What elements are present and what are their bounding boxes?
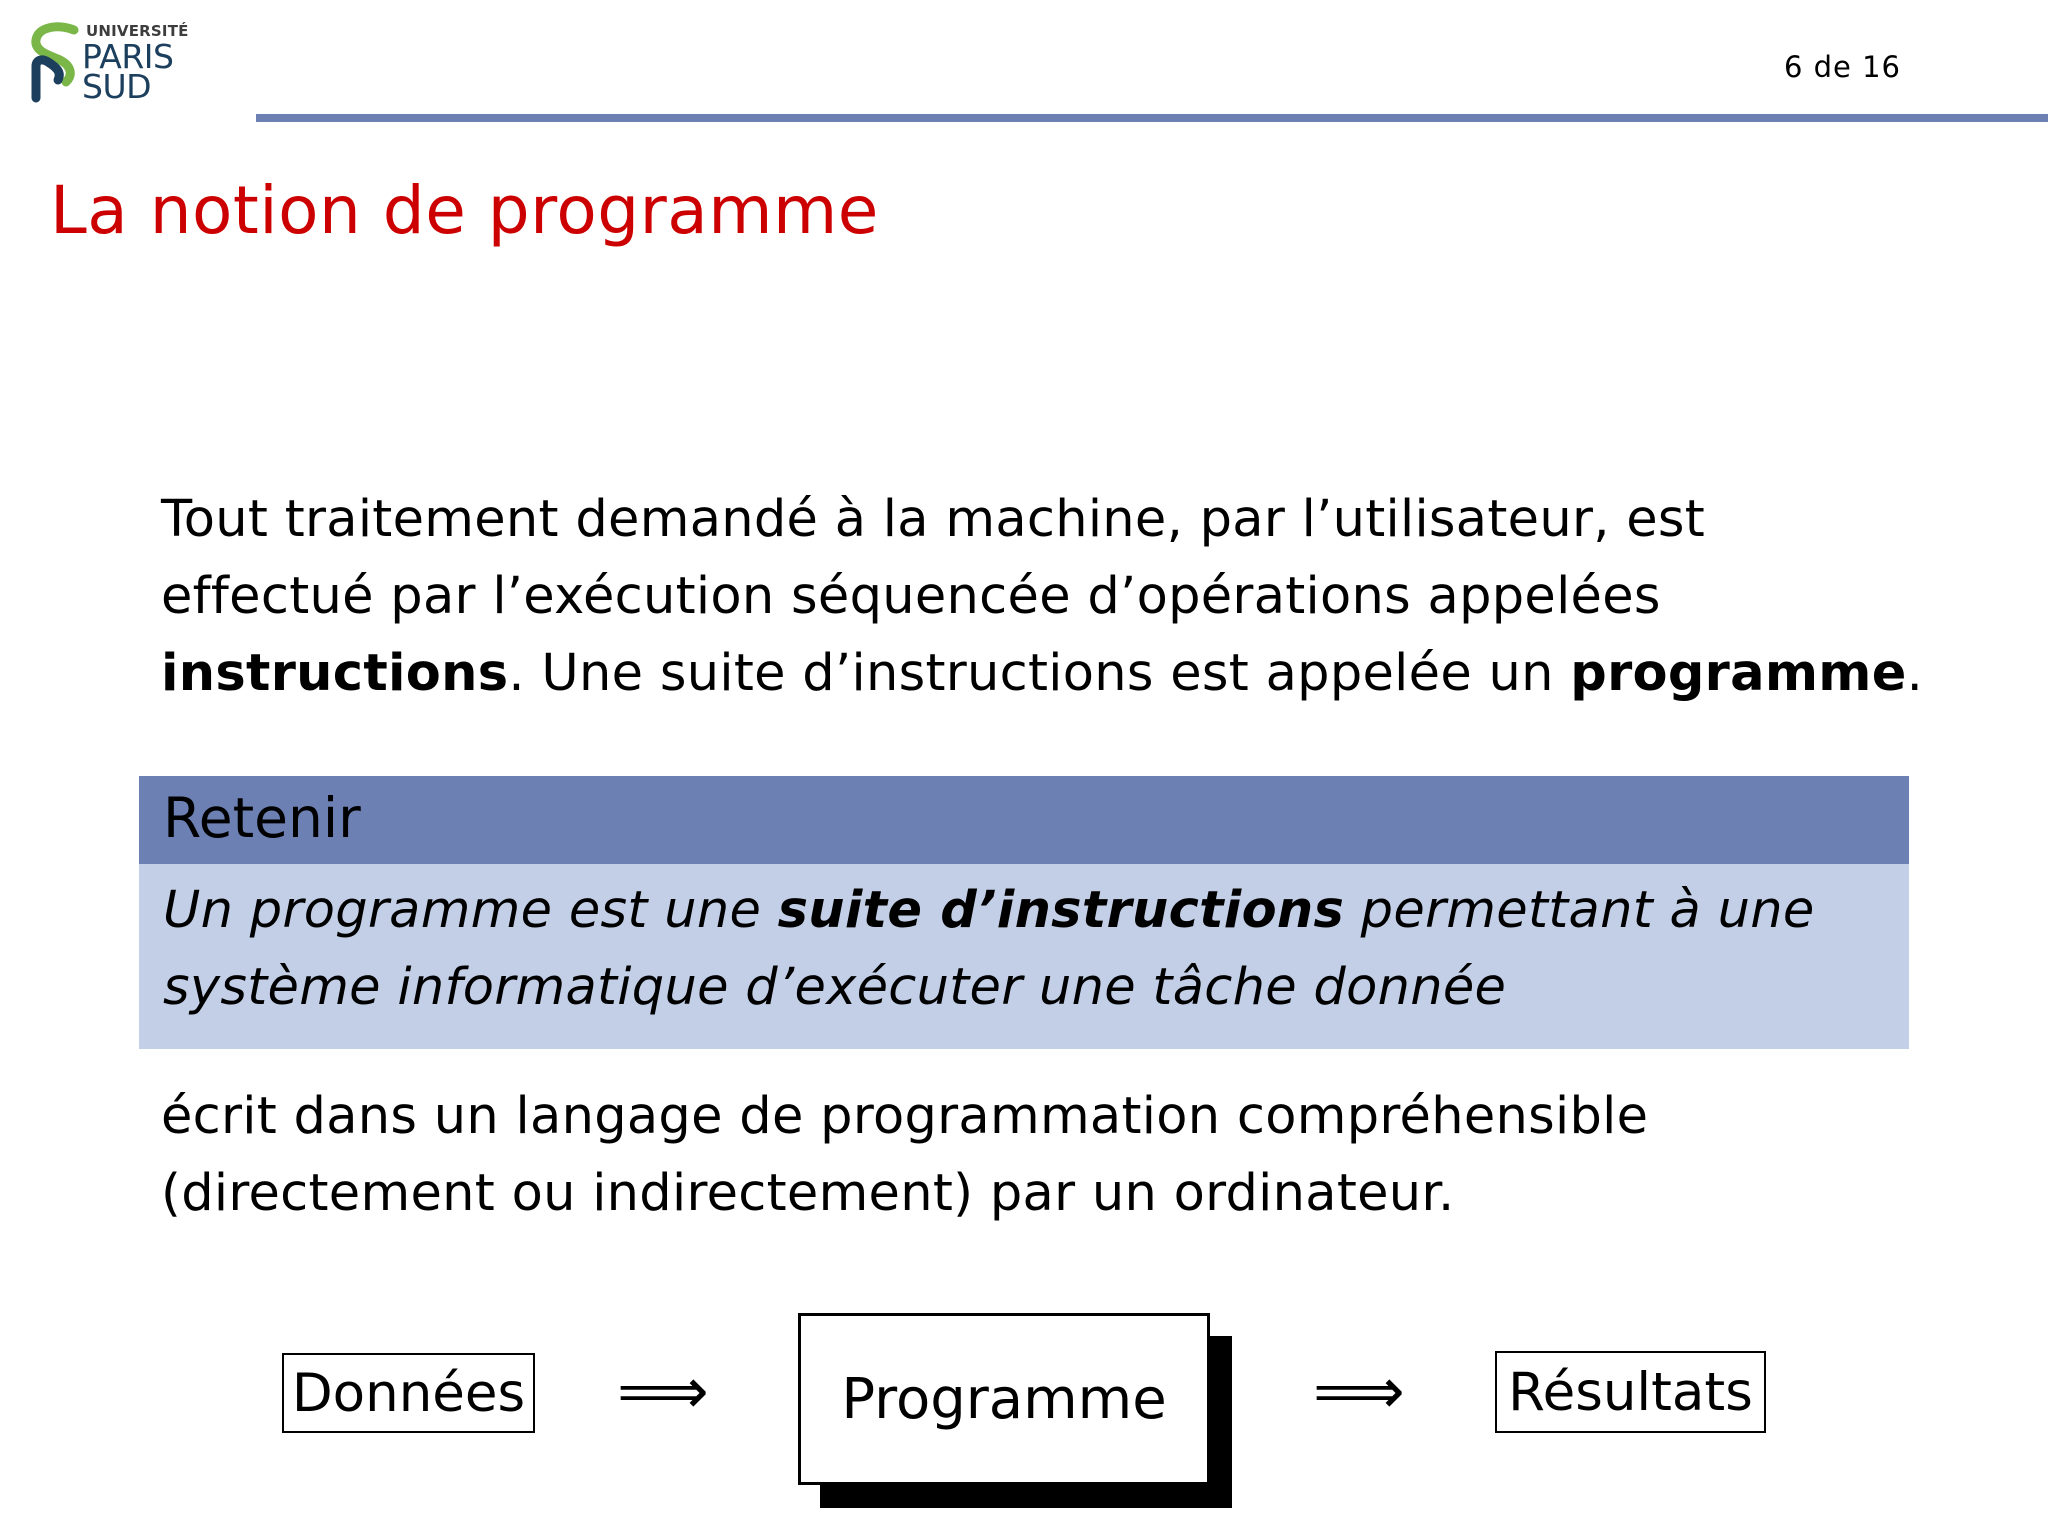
retenir-header (139, 776, 1909, 864)
logo-text-paris: PARIS (82, 37, 174, 76)
intro-line-2: effectué par l’exécution séquencée d’opérations appelées (161, 567, 1661, 626)
retenir-text (163, 872, 1815, 1026)
retenir-line-1-end: permettant à une (1344, 881, 1815, 940)
university-logo (30, 22, 190, 106)
retenir-line-2: système informatique d’exécuter une tâche donnée (163, 958, 1507, 1017)
intro-line-3 (161, 635, 1923, 712)
retenir-body (139, 864, 1909, 1049)
logo-text-sud: SUD (82, 67, 152, 106)
term-instructions: instructions (161, 644, 509, 703)
intro-line-3-end: . (1906, 644, 1924, 703)
implies-arrow-icon: ⟹ (617, 1355, 709, 1429)
diagram-output-box: Résultats (1495, 1351, 1766, 1433)
intro-line-1: Tout traitement demandé à la machine, par l’utilisateur, est (161, 490, 1706, 549)
paris-sud-s-logo-icon (30, 22, 80, 106)
term-programme: programme (1570, 644, 1907, 703)
followup-line-2: (directement ou indirectement) par un ordinateur. (161, 1164, 1455, 1223)
retenir-line-1-start: Un programme est une (163, 881, 778, 940)
diagram-process-box: Programme (798, 1313, 1210, 1485)
intro-line-3-mid: . Une suite d’instructions est appelée un (508, 644, 1571, 703)
header-rule (256, 114, 2048, 122)
retenir-title: Retenir (163, 786, 361, 850)
logo-text-universite: UNIVERSITÉ (86, 22, 189, 40)
implies-arrow-icon: ⟹ (1313, 1355, 1405, 1429)
retenir-block (139, 776, 1909, 1049)
followup-paragraph (161, 1078, 1648, 1232)
retenir-line-1 (163, 872, 1815, 949)
term-suite-instructions: suite d’instructions (777, 881, 1345, 940)
intro-paragraph (161, 481, 1923, 712)
diagram-input-box: Données (282, 1353, 535, 1433)
followup-line-1: écrit dans un langage de programmation compréhensible (161, 1087, 1649, 1146)
slide-title: La notion de programme (50, 172, 879, 249)
slide-counter: 6 de 16 (1783, 50, 1901, 84)
